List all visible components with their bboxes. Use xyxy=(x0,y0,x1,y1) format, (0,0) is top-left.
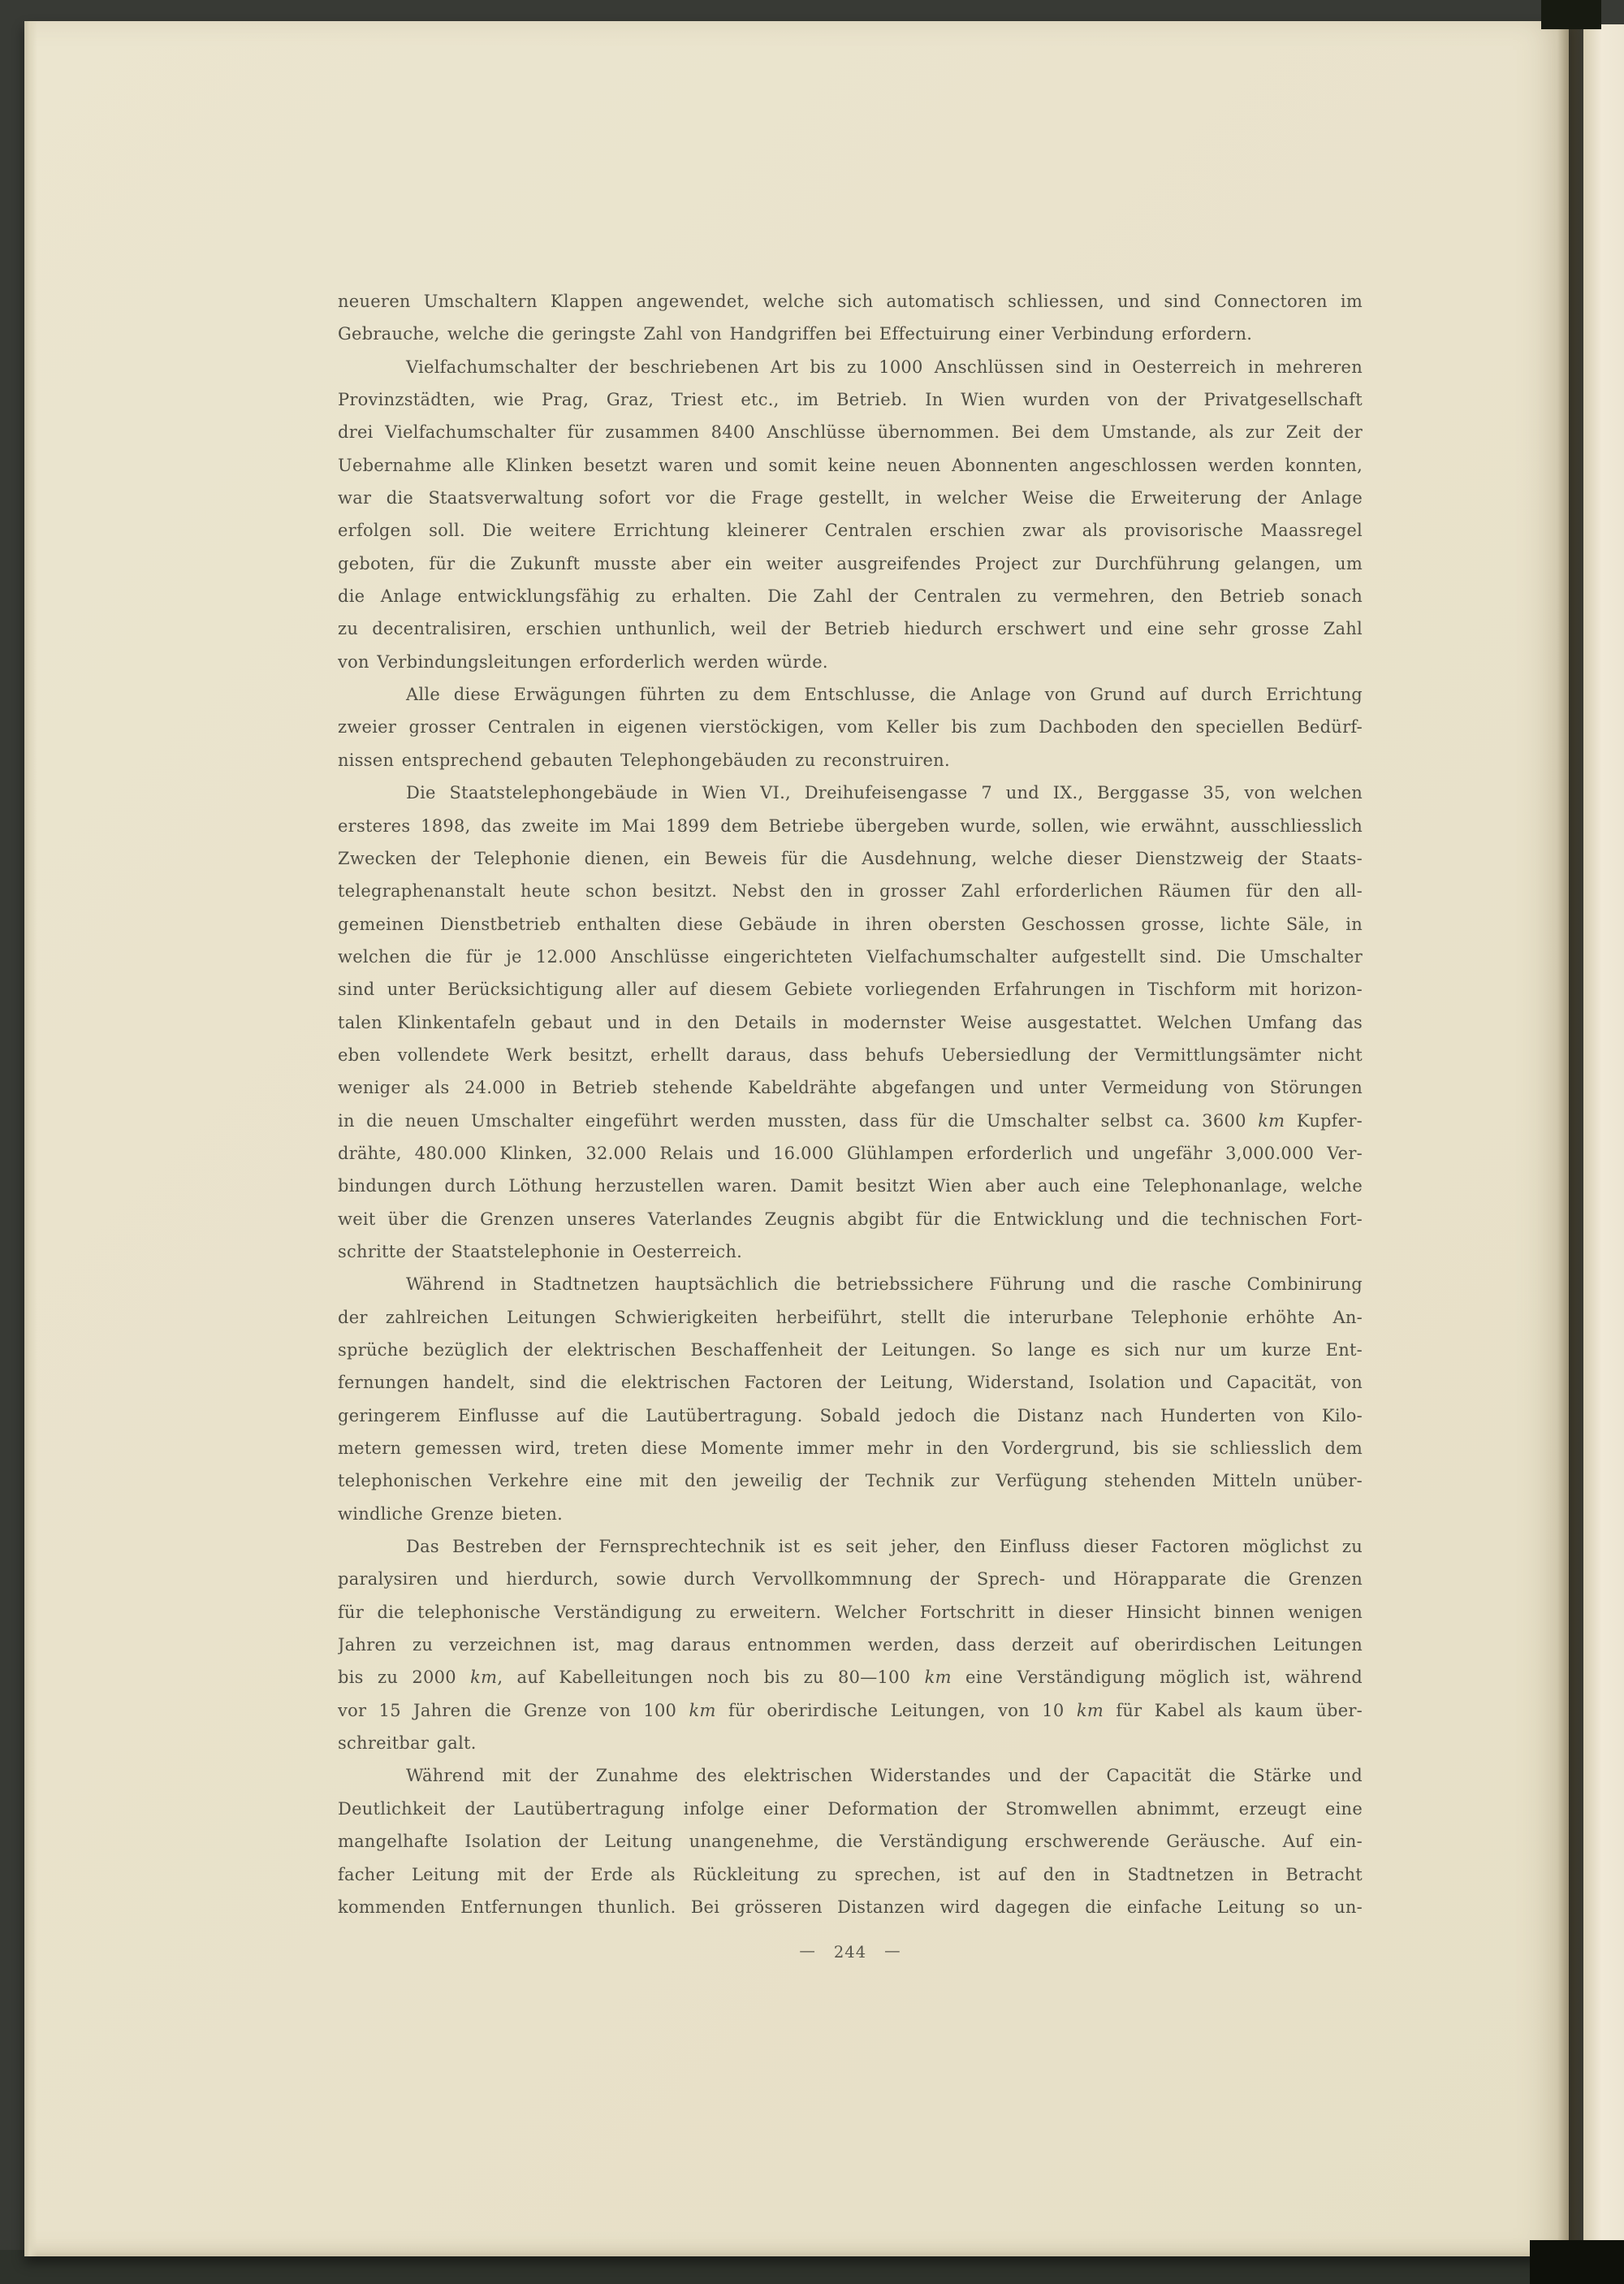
text-line: Vielfachumschalter der beschriebenen Art bis zu 1000 Anschlüssen sind in Oesterreich in mehreren xyxy=(406,357,1363,377)
text-line: Alle diese Erwägungen führten zu dem Entschlusse, die Anlage von Grund auf durch Errichtung xyxy=(406,685,1363,705)
footer-left-dash: — xyxy=(799,1941,816,1960)
text-line: zu decentralisiren, erschien unthunlich, weil der Betrieb hiedurch erschwert und eine sehr grosse Zahl xyxy=(338,619,1363,639)
binding-cloth-bottom xyxy=(1530,2240,1624,2284)
text-line: Deutlichkeit der Lautübertragung infolge einer Deformation der Stromwellen abnimmt, erzeugt eine xyxy=(338,1798,1363,1819)
text-line: kommenden Entfernungen thunlich. Bei grösseren Distanzen wird dagegen die einfache Leitung so un- xyxy=(338,1897,1363,1917)
text-line: facher Leitung mit der Erde als Rückleitung zu sprechen, ist auf den in Stadtnetzen in Betracht xyxy=(338,1864,1363,1884)
text-line: drei Vielfachumschalter für zusammen 8400 Anschlüsse übernommen. Bei dem Umstande, als zur Zeit der xyxy=(338,422,1363,443)
text-line: Während mit der Zunahme des elektrischen Widerstandes und der Capacität die Stärke und xyxy=(406,1766,1363,1786)
text-line: metern gemessen wird, treten diese Momente immer mehr in den Vordergrund, bis sie schliesslich dem xyxy=(338,1438,1363,1459)
paragraph xyxy=(338,678,1363,776)
text-line: Zwecken der Telephonie dienen, ein Beweis für die Ausdehnung, welche dieser Dienstzweig der Staats- xyxy=(338,848,1363,868)
text-line: geringerem Einflusse auf die Lautübertragung. Sobald jedoch die Distanz nach Hunderten von Kilo- xyxy=(338,1405,1363,1425)
text-line: geboten, für die Zukunft musste aber ein weiter ausgreifendes Project zur Durchführung gelangen, um xyxy=(338,553,1363,573)
text-line: Gebrauche, welche die geringste Zahl von Handgriffen bei Effectuirung einer Verbindung erfordern. xyxy=(338,324,1253,344)
text-line: vor 15 Jahren die Grenze von 100 km für oberirdische Leitungen, von 10 km für Kabel als kaum über- xyxy=(338,1700,1363,1720)
text-line: bindungen durch Löthung herzustellen waren. Damit besitzt Wien aber auch eine Telephonanlage, welche xyxy=(338,1176,1363,1196)
text-line: welchen die für je 12.000 Anschlüsse eingerichteten Vielfachumschalter aufgestellt sind. Die Umschalter xyxy=(338,946,1363,967)
paragraph xyxy=(338,1268,1363,1530)
text-line: schritte der Staatstelephonie in Oesterreich. xyxy=(338,1241,743,1261)
text-block xyxy=(338,285,1363,1923)
text-line: zweier grosser Centralen in eigenen vierstöckigen, vom Keller bis zum Dachboden den speciellen Bedürf- xyxy=(338,717,1363,738)
gutter-shadow xyxy=(1557,21,1587,2247)
text-line: weniger als 24.000 in Betrieb stehende Kabeldrähte abgefangen und unter Vermeidung von Störungen xyxy=(338,1078,1363,1098)
text-line: paralysiren und hierdurch, sowie durch Vervollkommnung der Sprech- und Hörapparate die Grenzen xyxy=(338,1569,1363,1590)
text-line: mangelhafte Isolation der Leitung unangenehme, die Verständigung erschwerende Geräusche. Auf ein- xyxy=(338,1832,1363,1852)
book-page xyxy=(24,21,1569,2256)
text-line: Provinzstädten, wie Prag, Graz, Triest etc., im Betrieb. In Wien wurden von der Privatgesellschaft xyxy=(338,390,1363,410)
text-line: windliche Grenze bieten. xyxy=(338,1503,564,1524)
paragraph xyxy=(338,285,1363,351)
text-line: für die telephonische Verständigung zu erweitern. Welcher Fortschritt in dieser Hinsicht binnen wenigen xyxy=(338,1602,1363,1622)
text-line: Uebernahme alle Klinken besetzt waren und somit keine neuen Abonnenten angeschlossen werden konnten, xyxy=(338,455,1363,475)
page-left-edge-stack xyxy=(24,21,37,2256)
text-line: bis zu 2000 km, auf Kabelleitungen noch bis zu 80—100 km eine Verständigung möglich ist, während xyxy=(338,1668,1363,1688)
binding-cloth-top xyxy=(1541,0,1601,29)
text-line: in die neuen Umschalter eingeführt werden mussten, dass für die Umschalter selbst ca. 3600 km Kupfer- xyxy=(338,1110,1363,1131)
text-line: ersteres 1898, das zweite im Mai 1899 dem Betriebe übergeben wurde, sollen, wie erwähnt, ausschliesslich xyxy=(338,815,1363,836)
text-line: Die Staatstelephongebäude in Wien VI., Dreihufeisengasse 7 und IX., Berggasse 35, von welchen xyxy=(406,783,1363,803)
footer-right-dash: — xyxy=(884,1941,901,1960)
paragraph xyxy=(338,1759,1363,1923)
text-line: die Anlage entwicklungsfähig zu erhalten. Die Zahl der Centralen zu vermehren, den Betrieb sonach xyxy=(338,586,1363,607)
paragraph xyxy=(338,351,1363,678)
text-line: Während in Stadtnetzen hauptsächlich die betriebssichere Führung und die rasche Combinirung xyxy=(406,1274,1363,1295)
text-line: sprüche bezüglich der elektrischen Beschaffenheit der Leitungen. So lange es sich nur um kurze Ent- xyxy=(338,1340,1363,1360)
text-line: schreitbar galt. xyxy=(338,1733,477,1754)
text-line: telegraphenanstalt heute schon besitzt. Nebst den in grosser Zahl erforderlichen Räumen für den all- xyxy=(338,881,1363,902)
text-line: telephonischen Verkehre eine mit den jeweilig der Technik zur Verfügung stehenden Mitteln unüber- xyxy=(338,1471,1363,1491)
page-number: 244 xyxy=(833,1943,867,1962)
text-line: von Verbindungsleitungen erforderlich werden würde. xyxy=(338,651,828,672)
text-line: Jahren zu verzeichnen ist, mag daraus entnommen werden, dass derzeit auf oberirdischen Leitungen xyxy=(338,1635,1363,1655)
text-line: Das Bestreben der Fernsprechtechnik ist es seit jeher, den Einfluss dieser Factoren möglichst zu xyxy=(406,1537,1363,1557)
text-line: der zahlreichen Leitungen Schwierigkeiten herbeiführt, stellt die interurbane Telephonie erhöhte An- xyxy=(338,1307,1363,1327)
text-line: erfolgen soll. Die weitere Errichtung kleinerer Centralen erschien zwar als provisorische Maassregel xyxy=(338,521,1363,541)
text-line: drähte, 480.000 Klinken, 32.000 Relais und 16.000 Glühlampen erforderlich und ungefähr 3,000.000 Ver- xyxy=(338,1143,1363,1163)
text-line: fernungen handelt, sind die elektrischen Factoren der Leitung, Widerstand, Isolation und Capacität, von xyxy=(338,1373,1363,1393)
text-line: weit über die Grenzen unseres Vaterlandes Zeugnis abgibt für die Entwicklung und die technischen Fort- xyxy=(338,1209,1363,1229)
text-line: eben vollendete Werk besitzt, erhellt daraus, dass behufs Uebersiedlung der Vermittlungsämter nicht xyxy=(338,1045,1363,1065)
text-line: neueren Umschaltern Klappen angewendet, welche sich automatisch schliessen, und sind Connectoren im xyxy=(338,292,1363,311)
text-line: talen Klinkentafeln gebaut und in den Details in modernster Weise ausgestattet. Welchen Umfang das xyxy=(338,1012,1363,1032)
page-footer xyxy=(338,1943,1363,1969)
paragraph xyxy=(338,776,1363,1268)
adjacent-page-edge xyxy=(1583,24,1624,2242)
text-line: nissen entsprechend gebauten Telephongebäuden zu reconstruiren. xyxy=(338,750,950,770)
text-line: war die Staatsverwaltung sofort vor die Frage gestellt, in welcher Weise die Erweiterung der Anlage xyxy=(338,488,1363,508)
text-line: gemeinen Dienstbetrieb enthalten diese Gebäude in ihren obersten Geschossen grosse, lichte Säle, in xyxy=(338,914,1363,934)
text-line: sind unter Berücksichtigung aller auf diesem Gebiete vorliegenden Erfahrungen in Tischform mit horizon- xyxy=(338,980,1363,1000)
paragraph xyxy=(338,1530,1363,1759)
